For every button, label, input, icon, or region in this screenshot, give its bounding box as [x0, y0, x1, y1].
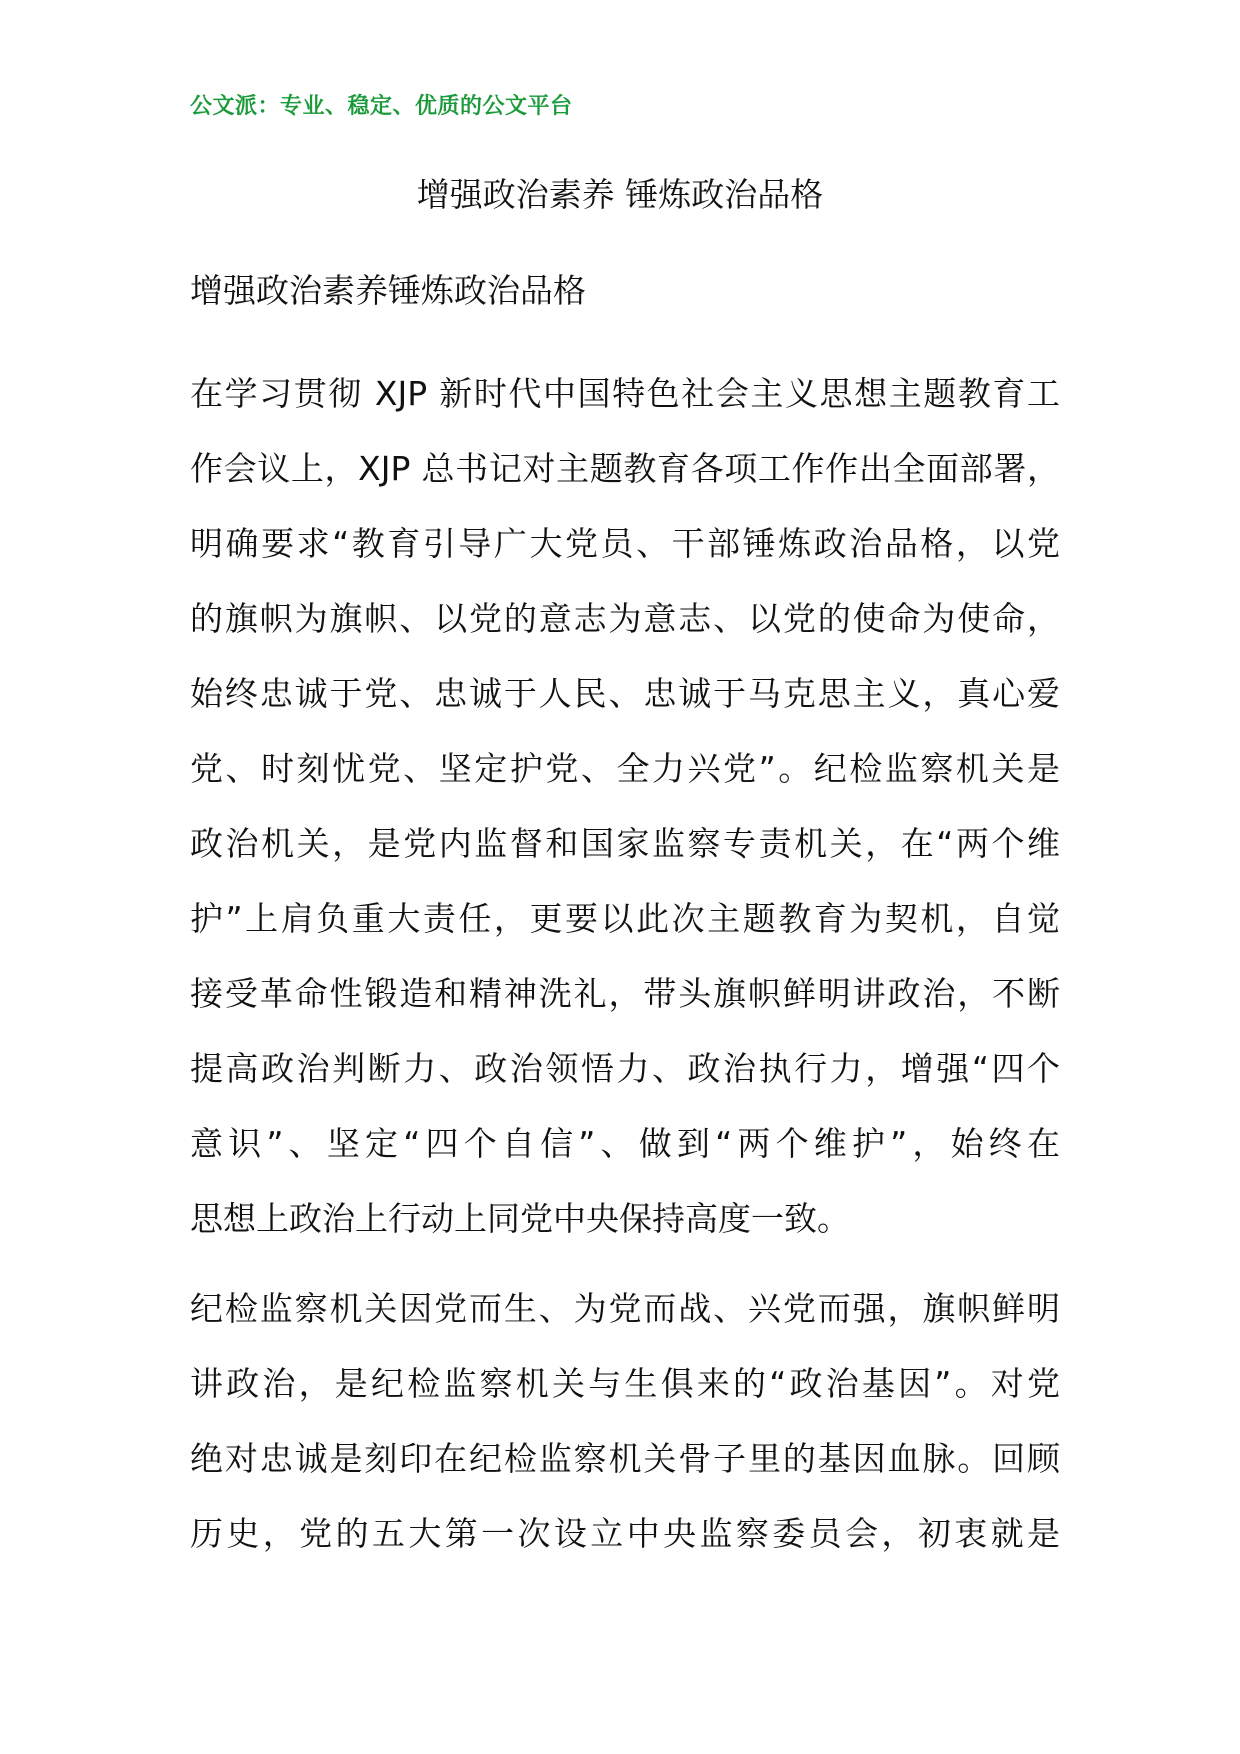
paragraph-line: 政治机关，是党内监督和国家监察专责机关，在“两个维	[190, 824, 1060, 863]
paragraph-line: 思想上政治上行动上同党中央保持高度一致。	[190, 1199, 850, 1238]
paragraph-line: 党、时刻忧党、坚定护党、全力兴党”。纪检监察机关是	[190, 749, 1060, 788]
document-body	[190, 356, 1060, 1571]
paragraph-2	[190, 1271, 1060, 1571]
paragraph-1	[190, 356, 1060, 1256]
paragraph-line: 护”上肩负重大责任，更要以此次主题教育为契机，自觉	[190, 899, 1060, 938]
header-brand-text: 公文派：专业、稳定、优质的公文平台	[190, 93, 573, 119]
paragraph-line: 提高政治判断力、政治领悟力、政治执行力，增强“四个	[190, 1049, 1060, 1088]
paragraph-line: 作会议上，XJP 总书记对主题教育各项工作作出全面部署，	[190, 449, 1060, 488]
paragraph-line: 意识”、坚定“四个自信”、做到“两个维护”，始终在	[190, 1124, 1060, 1163]
paragraph-line: 历史，党的五大第一次设立中央监察委员会，初衷就是	[190, 1514, 1060, 1553]
paragraph-line: 讲政治，是纪检监察机关与生俱来的“政治基因”。对党	[190, 1364, 1060, 1403]
document-title: 增强政治素养 锤炼政治品格	[416, 175, 824, 214]
paragraph-line: 始终忠诚于党、忠诚于人民、忠诚于马克思主义，真心爱	[190, 674, 1060, 713]
paragraph-line: 绝对忠诚是刻印在纪检监察机关骨子里的基因血脉。回顾	[190, 1439, 1060, 1478]
document-subtitle: 增强政治素养锤炼政治品格	[190, 271, 586, 310]
paragraph-line: 的旗帜为旗帜、以党的意志为意志、以党的使命为使命，	[190, 599, 1060, 638]
paragraph-line: 在学习贯彻 XJP 新时代中国特色社会主义思想主题教育工	[190, 374, 1060, 413]
paragraph-line: 接受革命性锻造和精神洗礼，带头旗帜鲜明讲政治，不断	[190, 974, 1060, 1013]
paragraph-line: 明确要求“教育引导广大党员、干部锤炼政治品格，以党	[190, 524, 1060, 563]
paragraph-line: 纪检监察机关因党而生、为党而战、兴党而强，旗帜鲜明	[190, 1289, 1060, 1328]
